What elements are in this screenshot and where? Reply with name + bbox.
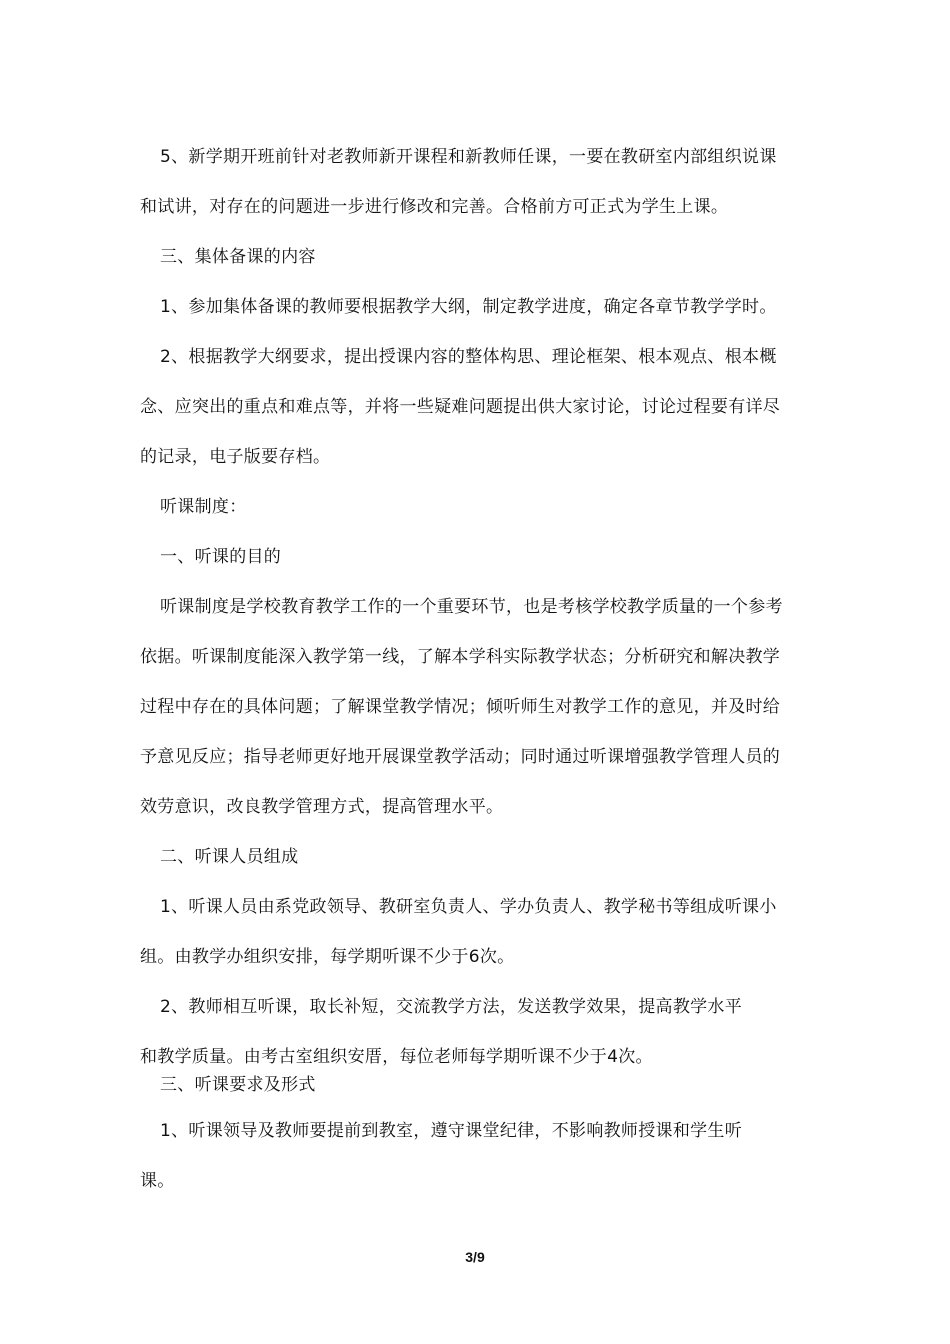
paragraph-line: 1、参加集体备课的教师要根据教学大纲，制定教学进度，确定各章节教学学时。	[160, 297, 777, 317]
paragraph-line: 和试讲，对存在的问题进一步进行修改和完善。合格前方可正式为学生上课。	[140, 197, 729, 217]
paragraph-line: 5、新学期开班前针对老教师新开课程和新教师任课，一要在教研室内部组织说课	[160, 147, 777, 167]
section-heading: 三、听课要求及形式	[160, 1075, 316, 1095]
section-heading: 一、听课的目的	[160, 547, 282, 567]
section-heading: 听课制度：	[160, 497, 247, 517]
paragraph-line: 2、根据教学大纲要求，提出授课内容的整体构思、理论框架、根本观点、根本概	[160, 347, 777, 367]
paragraph-line: 予意见反应；指导老师更好地开展课堂教学活动；同时通过听课增强教学管理人员的	[140, 747, 781, 767]
paragraph-line: 2、教师相互听课，取长补短，交流教学方法，发送教学效果，提高教学水平	[160, 997, 743, 1017]
section-heading: 三、集体备课的内容	[160, 247, 316, 267]
paragraph-line: 组。由教学办组织安排，每学期听课不少于6次。	[140, 947, 515, 967]
paragraph-line: 1、听课领导及教师要提前到教室，遵守课堂纪律，不影响教师授课和学生听	[160, 1121, 743, 1141]
paragraph-line: 念、应突出的重点和难点等，并将一些疑难问题提出供大家讨论，讨论过程要有详尽	[140, 397, 781, 417]
paragraph-line: 依据。听课制度能深入教学第一线，了解本学科实际教学状态；分析研究和解决教学	[140, 647, 781, 667]
section-heading: 二、听课人员组成	[160, 847, 299, 867]
paragraph-line: 效劳意识，改良教学管理方式，提高管理水平。	[140, 797, 504, 817]
paragraph-line: 的记录，电子版要存档。	[140, 447, 331, 467]
paragraph-line: 听课制度是学校教育教学工作的一个重要环节，也是考核学校教学质量的一个参考	[160, 597, 783, 617]
paragraph-line: 和教学质量。由考古室组织安厝，每位老师每学期听课不少于4次。	[140, 1047, 653, 1067]
page-number: 3/9	[465, 1249, 485, 1265]
paragraph-line: 过程中存在的具体问题；了解课堂教学情况；倾听师生对教学工作的意见，并及时给	[140, 697, 781, 717]
paragraph-line: 1、听课人员由系党政领导、教研室负责人、学办负责人、教学秘书等组成听课小	[160, 897, 777, 917]
paragraph-line: 课。	[140, 1171, 175, 1191]
